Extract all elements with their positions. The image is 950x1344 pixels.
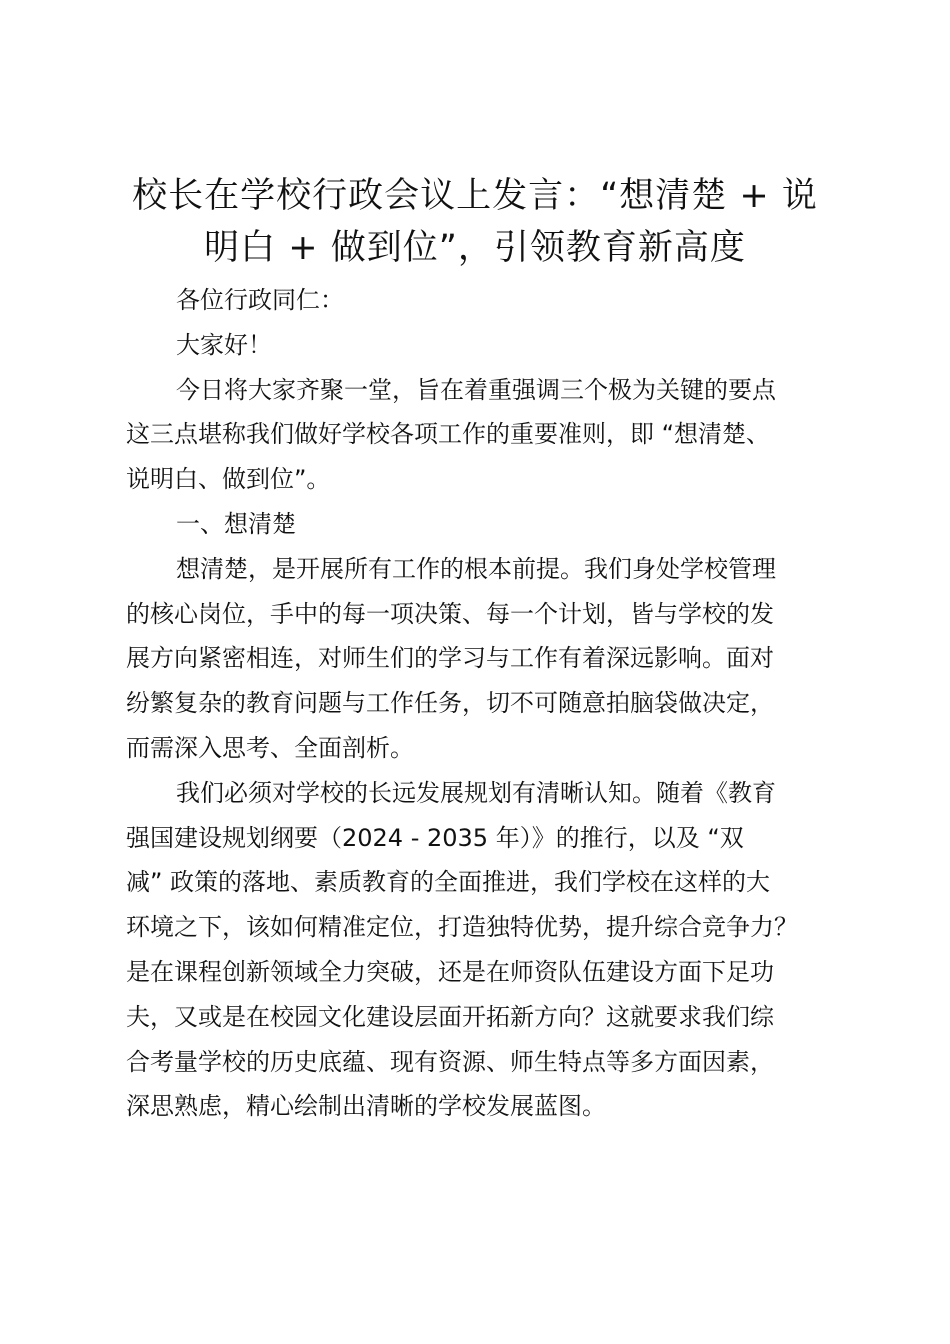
paragraph-line: 强国建设规划纲要（2024 - 2035 年）》的推行，以及 “双 <box>126 823 744 852</box>
title-line-1: 校长在学校行政会议上发言：“想清楚 + 说 <box>132 176 818 216</box>
paragraph-line: 深思熟虑，精心绘制出清晰的学校发展蓝图。 <box>126 1092 606 1121</box>
paragraph-line: 合考量学校的历史底蕴、现有资源、师生特点等多方面因素， <box>126 1047 774 1076</box>
paragraph-line: 夫，又或是在校园文化建设层面开拓新方向？这就要求我们综 <box>126 1002 774 1031</box>
paragraph-line: 说明白、做到位”。 <box>126 465 331 494</box>
paragraph-line: 减” 政策的落地、素质教育的全面推进，我们学校在这样的大 <box>126 868 771 897</box>
paragraph-line: 我们必须对学校的长远发展规划有清晰认知。随着《教育 <box>176 778 776 807</box>
paragraph-line: 今日将大家齐聚一堂，旨在着重强调三个极为关键的要点 <box>176 375 776 404</box>
section-heading: 一、想清楚 <box>176 509 296 538</box>
title-line-2: 明白 + 做到位”，引领教育新高度 <box>204 228 746 268</box>
greeting: 大家好！ <box>176 330 272 359</box>
salutation: 各位行政同仁： <box>176 286 344 314</box>
paragraph-line: 纷繁复杂的教育问题与工作任务，切不可随意拍脑袋做决定， <box>126 689 774 718</box>
paragraph-line: 而需深入思考、全面剖析。 <box>126 733 414 762</box>
document-title <box>110 170 840 274</box>
paragraph-line: 想清楚，是开展所有工作的根本前提。我们身处学校管理 <box>176 554 776 583</box>
document-body <box>126 278 836 1129</box>
paragraph-line: 的核心岗位，手中的每一项决策、每一个计划，皆与学校的发 <box>126 599 774 628</box>
paragraph-line: 环境之下，该如何精准定位，打造独特优势，提升综合竞争力？ <box>126 913 798 942</box>
paragraph-line: 是在课程创新领域全力突破，还是在师资队伍建设方面下足功 <box>126 957 774 986</box>
paragraph-line: 这三点堪称我们做好学校各项工作的重要准则，即 “想清楚、 <box>126 420 771 449</box>
paragraph-line: 展方向紧密相连，对师生们的学习与工作有着深远影响。面对 <box>126 644 774 673</box>
